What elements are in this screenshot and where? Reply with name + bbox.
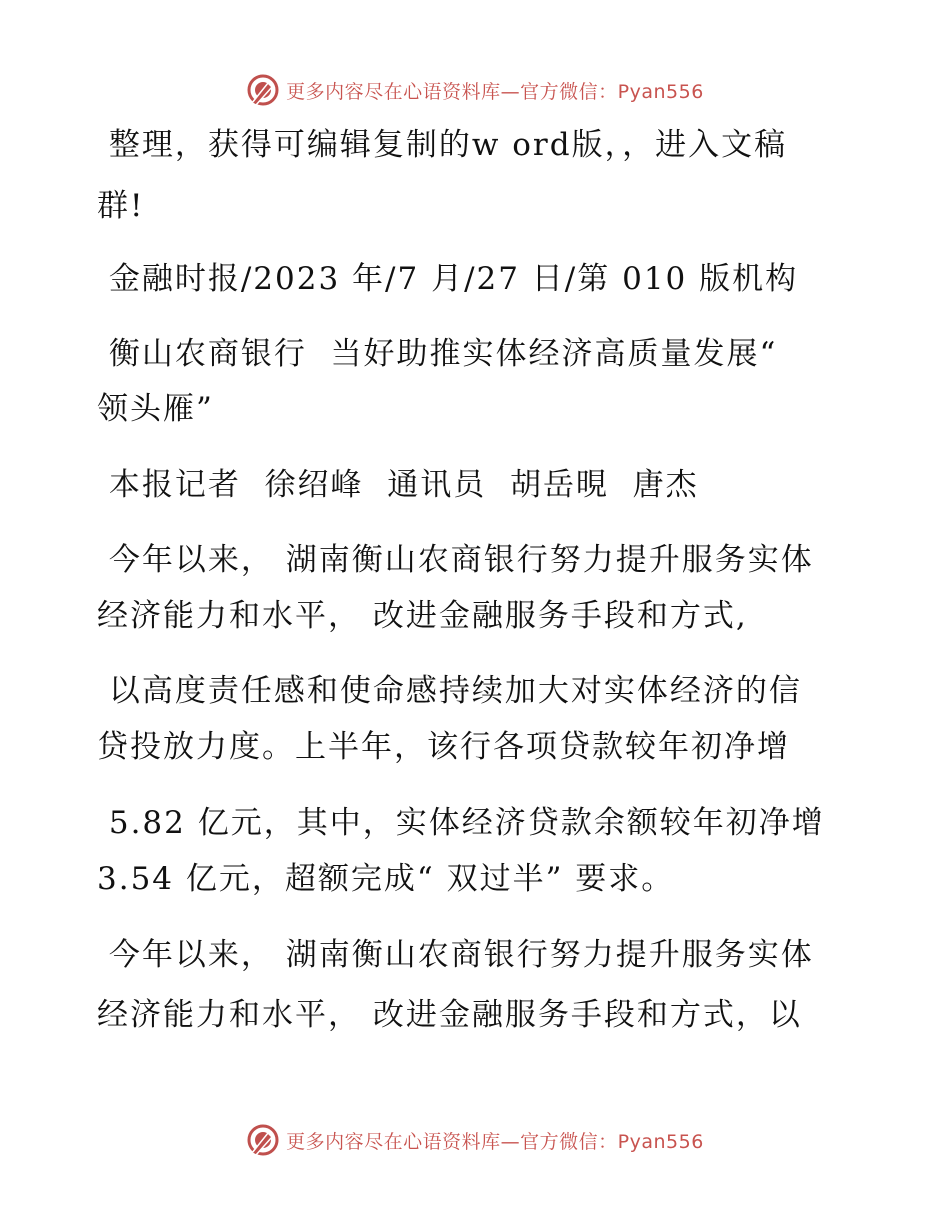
text-line: 本报记者 徐绍峰 通讯员 胡岳晛 唐杰	[97, 467, 699, 503]
text-line: 5.82 亿元，其中，实体经济贷款余额较年初净增	[97, 805, 825, 841]
text-line: 今年以来， 湖南衡山农商银行努力提升服务实体	[97, 937, 814, 973]
footer-banner-text: 更多内容尽在心语资料库—官方微信：Pyan556	[286, 1130, 704, 1153]
pen-logo-icon	[246, 1123, 280, 1157]
text-line: 经济能力和水平， 改进金融服务手段和方式，以	[97, 997, 802, 1033]
text-line: 经济能力和水平， 改进金融服务手段和方式,	[97, 598, 748, 634]
pen-logo-icon	[246, 73, 280, 107]
text-line: 金融时报/2023 年/7 月/27 日/第 010 版机构	[97, 261, 799, 297]
footer-banner	[0, 1120, 950, 1160]
text-line: 贷投放力度。上半年，该行各项贷款较年初净增	[97, 729, 790, 765]
text-line: 3.54 亿元，超额完成“ 双过半” 要求。	[97, 861, 675, 897]
text-line: 以高度责任感和使命感持续加大对实体经济的信	[97, 673, 802, 709]
text-line: 今年以来， 湖南衡山农商银行努力提升服务实体	[97, 542, 814, 578]
text-line: 领头雁”	[97, 391, 214, 427]
text-line: 衡山农商银行 当好助推实体经济高质量发展“	[97, 336, 778, 372]
text-line: 整理，获得可编辑复制的w ord版，，进入文稿	[97, 127, 788, 163]
text-line: 群!	[97, 188, 145, 224]
header-banner	[0, 70, 950, 110]
header-banner-text: 更多内容尽在心语资料库—官方微信：Pyan556	[286, 80, 704, 103]
